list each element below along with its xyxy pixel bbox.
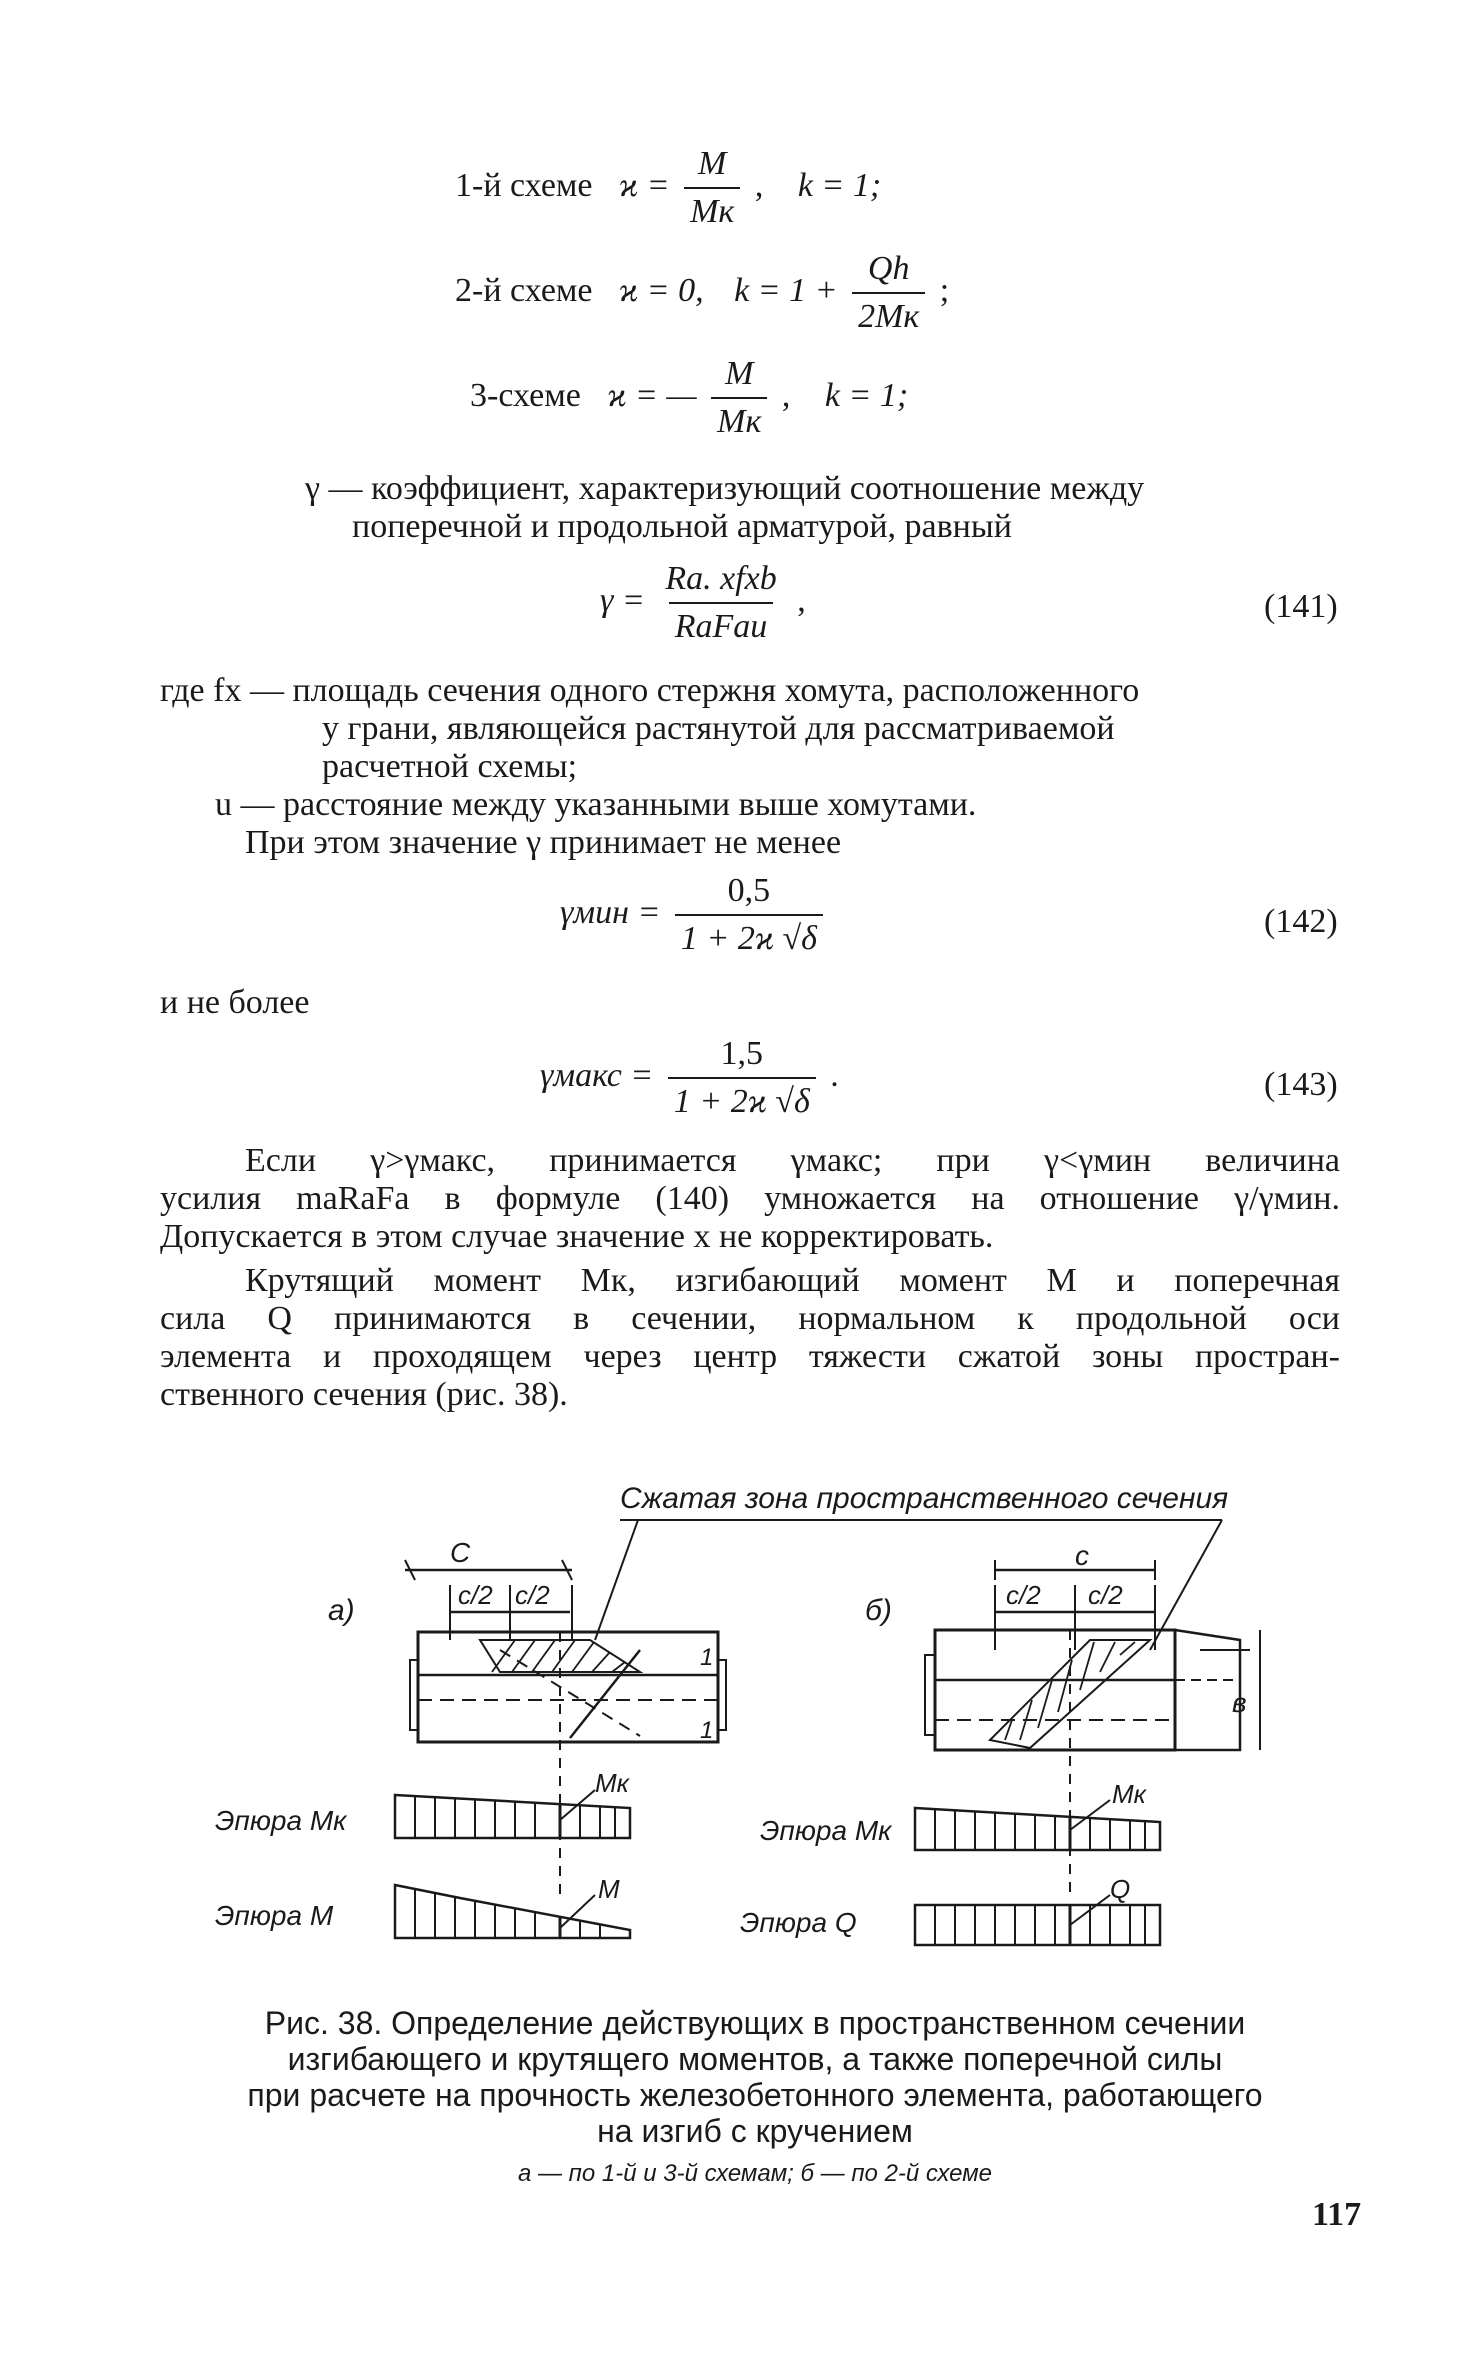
m-label: M bbox=[598, 1874, 620, 1904]
compressed-zone-label: Сжатая зона пространственного сечения bbox=[620, 1482, 1229, 1515]
paragraph-1-line-1: Если γ>γмакс, принимается γмакс; при γ<γмин величина bbox=[245, 1142, 1340, 1179]
figure-caption-line-2: изгибающего и крутящего моментов, а также поперечной силы bbox=[287, 2041, 1223, 2077]
equation-141: γ = $\frac{\text{Ra. xfxb}}{\text{RaFau}}$ , bbox=[600, 560, 806, 645]
dim-b-label: в bbox=[1232, 1687, 1247, 1718]
where-fx-line-1: где fx — площадь сечения одного стержня хомута, расположенного bbox=[160, 672, 1140, 709]
q-label: Q bbox=[1110, 1874, 1131, 1904]
equation-142-number: (142) bbox=[1264, 903, 1338, 940]
part-b-label: б) bbox=[865, 1594, 892, 1627]
dim-c-half-1: с/2 bbox=[458, 1580, 493, 1610]
scheme-3-k: k = 1; bbox=[824, 376, 909, 414]
epure-mk-b-label: Эпюра Mк bbox=[760, 1815, 892, 1846]
scheme-3-label: 3-схеме bbox=[470, 376, 581, 414]
dim-c-half-b-1: с/2 bbox=[1006, 1580, 1041, 1610]
paragraph-2-line-3: элемента и проходящем через центр тяжести сжатой зоны простран- bbox=[160, 1338, 1340, 1375]
paragraph-2-line-1: Крутящий момент Mк, изгибающий момент M и поперечная bbox=[245, 1262, 1340, 1299]
scheme-1-fraction: $\frac{M}{Mк}$ bbox=[684, 145, 740, 231]
dim-c-label: С bbox=[450, 1537, 471, 1568]
scheme-3-formula: 3-схеме ϰ = — $\frac{M}{Mк}$ , k = 1; bbox=[470, 355, 909, 440]
figure-caption-line-1: Рис. 38. Определение действующих в пространственном сечении bbox=[264, 2005, 1246, 2041]
label-one-a-bottom: 1 bbox=[700, 1717, 714, 1744]
paragraph-2-line-2: сила Q принимаются в сечении, нормальном к продольной оси bbox=[160, 1300, 1340, 1337]
dim-c-half-b-2: с/2 bbox=[1088, 1580, 1123, 1610]
gamma-min-intro: При этом значение γ принимает не менее bbox=[245, 824, 842, 861]
scheme-2-formula: 2-й схеме ϰ = 0, k = 1 + $\frac{Qh}{2Mк}$ ; bbox=[455, 250, 950, 335]
where-u-line: u — расстояние между указанными выше хомутами. bbox=[215, 786, 977, 823]
page-number: 117 bbox=[1312, 2196, 1362, 2233]
paragraph-1-line-3: Допускается в этом случае значение x не корректировать. bbox=[160, 1218, 994, 1255]
scheme-1-label: 1-й схеме bbox=[455, 166, 593, 204]
gamma-definition-line-1: γ — коэффициент, характеризующий соотношение между bbox=[305, 470, 1145, 507]
scheme-2-fraction: $\frac{Qh}{2Mк}$ bbox=[852, 250, 925, 336]
equation-143: γмакс = $\frac{1,5}{1 + 2ϰ √\delta}$ . bbox=[540, 1035, 839, 1120]
scheme-2-kappa: ϰ = 0, bbox=[619, 271, 704, 309]
equation-143-number: (143) bbox=[1264, 1066, 1338, 1103]
where-fx-line-3: расчетной схемы; bbox=[322, 748, 578, 785]
equation-141-number: (141) bbox=[1264, 588, 1338, 625]
scheme-1-kappa: ϰ = bbox=[619, 166, 670, 204]
epure-mk-a-label: Эпюра Mк bbox=[215, 1805, 347, 1836]
gamma-definition-line-2: поперечной и продольной арматурой, равный bbox=[352, 508, 1012, 545]
mk-label-a: Mк bbox=[595, 1768, 629, 1798]
figure-caption-line-4: на изгиб с кручением bbox=[597, 2113, 913, 2149]
scheme-3-fraction: $\frac{M}{Mк}$ bbox=[711, 355, 767, 441]
not-more-text: и не более bbox=[160, 984, 310, 1021]
part-a-label: а) bbox=[328, 1594, 355, 1627]
dim-c-b-label: с bbox=[1075, 1540, 1089, 1571]
figure-caption-line-3: при расчете на прочность железобетонного элемента, работающего bbox=[247, 2077, 1263, 2113]
scheme-3-kappa: ϰ = — bbox=[607, 376, 697, 414]
scheme-2-k: k = 1 + bbox=[734, 271, 838, 309]
paragraph-2-line-4: ственного сечения (рис. 38). bbox=[160, 1376, 568, 1413]
scheme-2-label: 2-й схеме bbox=[455, 271, 593, 309]
where-fx-line-2: у грани, являющейся растянутой для рассматриваемой bbox=[322, 710, 1115, 747]
equation-142: γмин = $\frac{0,5}{1 + 2ϰ √\delta}$ bbox=[560, 872, 829, 958]
mk-label-b: Mк bbox=[1112, 1779, 1146, 1809]
epure-m-label: Эпюра М bbox=[215, 1900, 334, 1931]
scheme-1-formula: 1-й схеме ϰ = $\frac{M}{Mк}$ , k = 1; bbox=[455, 145, 882, 230]
figure-legend: а — по 1-й и 3-й схемам; б — по 2-й схеме bbox=[518, 2160, 992, 2187]
scheme-1-k: k = 1; bbox=[797, 166, 882, 204]
dim-c-half-2: с/2 bbox=[515, 1580, 550, 1610]
label-one-a-top: 1 bbox=[700, 1644, 714, 1671]
paragraph-1-line-2: усилия maRaFa в формуле (140) умножается на отношение γ/γмин. bbox=[160, 1180, 1340, 1217]
epure-q-label: Эпюра Q bbox=[740, 1907, 857, 1938]
